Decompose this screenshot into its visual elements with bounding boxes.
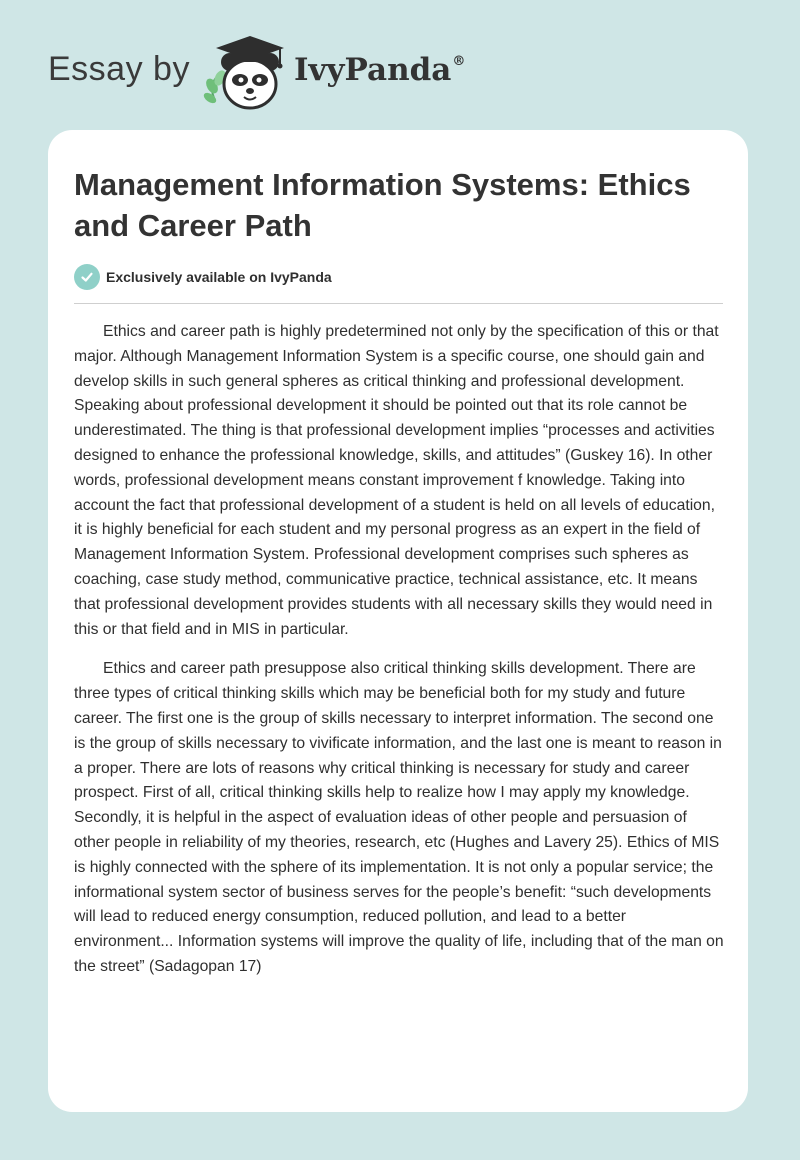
page-title: Management Information Systems: Ethics and Career Path xyxy=(74,167,691,243)
brand-name[interactable] xyxy=(294,52,465,88)
registered-mark: ® xyxy=(452,54,466,69)
check-icon xyxy=(74,264,100,290)
essay-by-label: Essay by xyxy=(48,50,190,88)
essay-card xyxy=(48,130,748,1112)
paragraph: Ethics and career path presuppose also critical thinking skills development. There are three types of critical thinking skills which may be beneficial both for my study and future career. The first one is the group of skills necessary to interpret information. The second one is the group of skills necessary to vivificate information, and the last one is meant to reason in a proper. There are lots of reasons why critical thinking is necessary for study and career prospect. First of all, critical thinking skills help to realize how I may apply my knowledge. Secondly, it is helpful in the aspect of evaluation ideas of other people and persuasion of other people in reliability of my theories, research, etc (Hughes and Lavery 25). Ethics of MIS is highly connected with the sphere of its implementation. It is not only a popular service; the informational system sector of business serves for the people’s benefit: “such developments will lead to reduced energy consumption, reduced pollution, and lead to a better environment... Information systems will improve the quality of life, including that of the man on the street” (Sadagopan 17) xyxy=(74,660,724,975)
brand-text: IvyPanda xyxy=(294,52,452,88)
paragraph: Ethics and career path is highly predetermined not only by the specification of this or that major. Although Management Information System is a specific course, one should gain and develop skills in such general spheres as critical thinking and professional development. Speaking about professional development it should be pointed out that its role cannot be underestimated. The thing is that professional development implies “processes and activities designed to enhance the professional knowledge, skills, and attitudes” (Guskey 16). In other words, professional development means constant improvement f knowledge. Taking into account the fact that professional development of a student is held on all levels of education, it is highly beneficial for each student and my personal progress as an expert in the field of Management Information System. Professional development comprises such spheres as coaching, case study method, communicative practice, technical assistance, etc. It means that professional development provides students with all necessary skills they would need in this or that field and in MIS in particular. xyxy=(74,323,719,638)
divider xyxy=(74,303,723,304)
essay-body xyxy=(74,320,724,995)
site-header xyxy=(48,28,568,112)
badge-text: Exclusively available on IvyPanda xyxy=(106,269,332,285)
exclusive-badge xyxy=(74,264,332,290)
panda-graduate-icon[interactable] xyxy=(200,28,296,112)
